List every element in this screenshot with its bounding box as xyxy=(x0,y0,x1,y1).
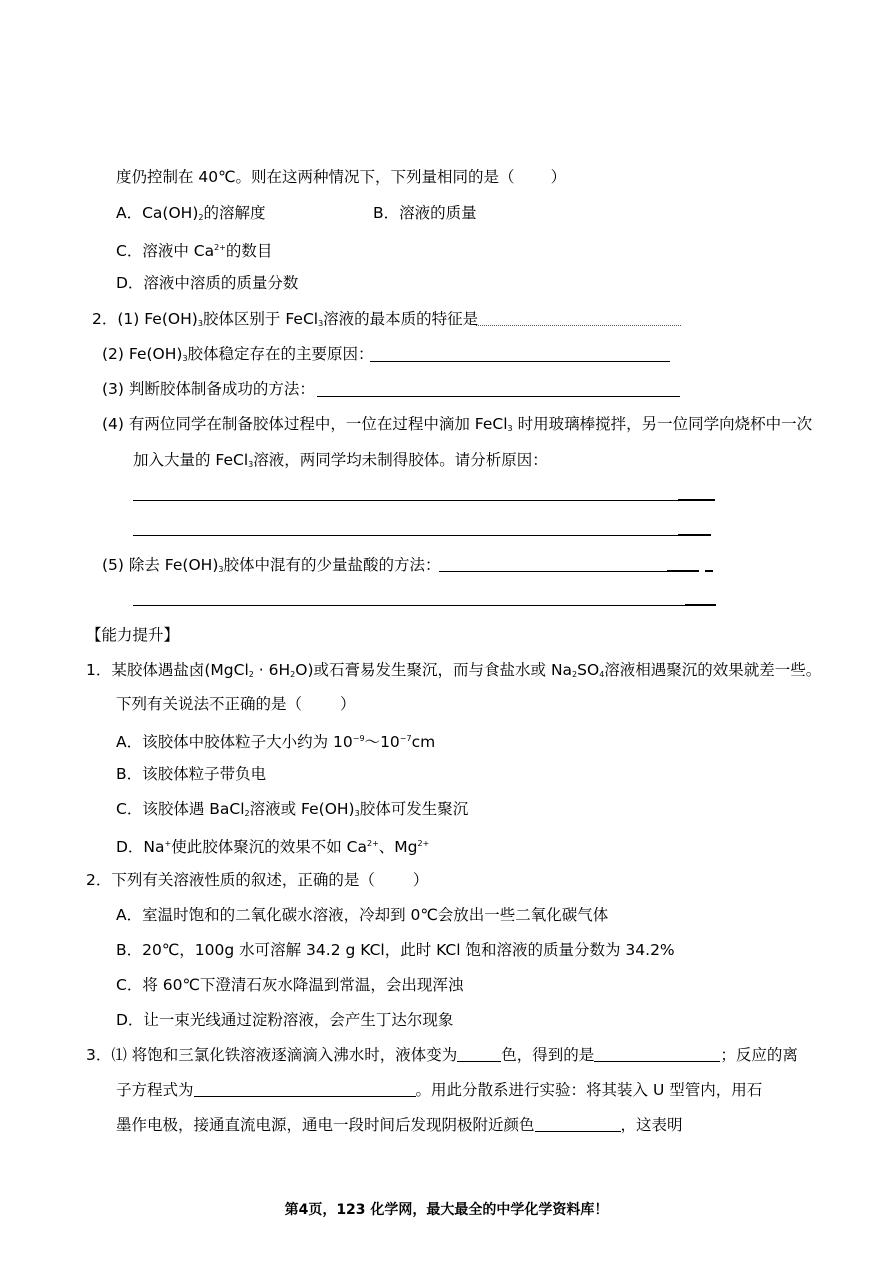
q2-part5-answer-line-tail xyxy=(705,570,713,572)
section-title: 【能力提升】 xyxy=(86,626,180,644)
ability-q3-line-1: 3．⑴ 将饱和三氯化铁溶液逐滴滴入沸水时，液体变为 色，得到的是 ；反应的离 xyxy=(86,1046,798,1064)
q2-part2-answer-line[interactable] xyxy=(370,361,670,362)
ability-q1-option-b: B．该胶体粒子带负电 xyxy=(116,765,267,783)
q3-equation-blank[interactable] xyxy=(194,1082,416,1097)
ability-q2-option-b: B．20℃，100g 水可溶解 34.2 g KCl，此时 KCl 饱和溶液的质量分数为 34.2% xyxy=(116,941,675,959)
page-footer: 第4页，123 化学网，最大最全的中学化学资料库！ xyxy=(284,1202,609,1218)
ability-q1-option-c: C．该胶体遇 BaCl$_2$溶液或 $Fe(OH)_3$胶体可发生聚沉 xyxy=(116,800,469,818)
ability-q3-line-2: 子方程式为 。用此分散系进行实验：将其装入 U 型管内，用石 xyxy=(116,1081,763,1099)
q2-part3: (3) 判断胶体制备成功的方法： xyxy=(102,380,315,398)
q2-part5-answer-line-end xyxy=(667,570,699,572)
q1-option-d: D．溶液中溶质的质量分数 xyxy=(116,274,299,292)
ability-q2-option-d: D．让一束光线通过淀粉溶液，会产生丁达尔现象 xyxy=(116,1011,454,1029)
q3-color-blank[interactable] xyxy=(457,1047,501,1062)
q2-part4-answer-line-2[interactable] xyxy=(133,535,678,536)
q2-part4-answer-line-2-end xyxy=(678,534,711,536)
ability-q2-option-c: C．将 60℃下澄清石灰水降温到常温，会出现浑浊 xyxy=(116,976,464,994)
q2-part5-answer-line-2-end xyxy=(685,604,716,606)
ability-q1-option-a: A．该胶体中胶体粒子大小约为 $10^{-9}\sim 10^{-7}cm$ xyxy=(116,733,436,751)
q3-dispersion-blank[interactable] xyxy=(594,1047,720,1062)
ability-q1-option-d: D．Na+使此胶体聚沉的效果不如 $Ca^{2+}$、$Mg^{2+}$ xyxy=(116,838,430,856)
q2-part4-continued: 加入大量的 FeCl$_3$溶液，两同学均未制得胶体。请分析原因： xyxy=(133,451,548,469)
q2-part5: (5) 除去 $Fe(OH)_3$胶体中混有的少量盐酸的方法： xyxy=(102,556,441,574)
q1-option-b: B．溶液的质量 xyxy=(373,204,477,222)
ability-q1-question: 下列有关说法不正确的是（ ） xyxy=(116,695,356,713)
q1-stem: 度仍控制在 40℃。则在这两种情况下，下列量相同的是（ ） xyxy=(116,168,567,186)
ability-q2-option-a: A．室温时饱和的二氧化碳水溶液，冷却到 0℃会放出一些二氧化碳气体 xyxy=(116,906,609,924)
ability-q2-stem: 2．下列有关溶液性质的叙述，正确的是（ ） xyxy=(86,871,429,889)
q2-part3-answer-line[interactable] xyxy=(317,396,680,397)
q2-part1: 2．(1) $Fe(OH)_3$胶体区别于 FeCl$_3$溶液的最本质的特征是 xyxy=(92,310,479,328)
q2-part4-answer-line-1-end xyxy=(678,499,715,501)
q1-option-a: A．$Ca(OH)_2$的溶解度 xyxy=(116,204,266,222)
q2-part2: (2) $Fe(OH)_3$胶体稳定存在的主要原因： xyxy=(102,345,374,363)
ability-q1-stem: 1．某胶体遇盐卤(MgCl$_2$ · $6H_2O$)或石膏易发生聚沉，而与食盐水或 $Na_2SO_4$溶液相遇聚沉的效果就差一些。 xyxy=(86,661,822,679)
q1-option-c: C．溶液中 $Ca^{2+}$的数目 xyxy=(116,242,273,260)
q2-part4: (4) 有两位同学在制备胶体过程中，一位在过程中滴加 FeCl$_3$ 时用玻璃棒搅拌，另一位同学向烧杯中一次 xyxy=(102,415,813,433)
q2-part5-answer-line-2[interactable] xyxy=(133,605,685,606)
q3-cathode-color-blank[interactable] xyxy=(535,1117,621,1132)
q2-part5-answer-line[interactable] xyxy=(439,571,667,572)
q2-part4-answer-line-1[interactable] xyxy=(133,500,678,501)
ability-q3-line-3: 墨作电极，接通直流电源，通电一段时间后发现阴极附近颜色 ，这表明 xyxy=(116,1116,683,1134)
q2-part1-answer-line[interactable] xyxy=(476,325,681,326)
